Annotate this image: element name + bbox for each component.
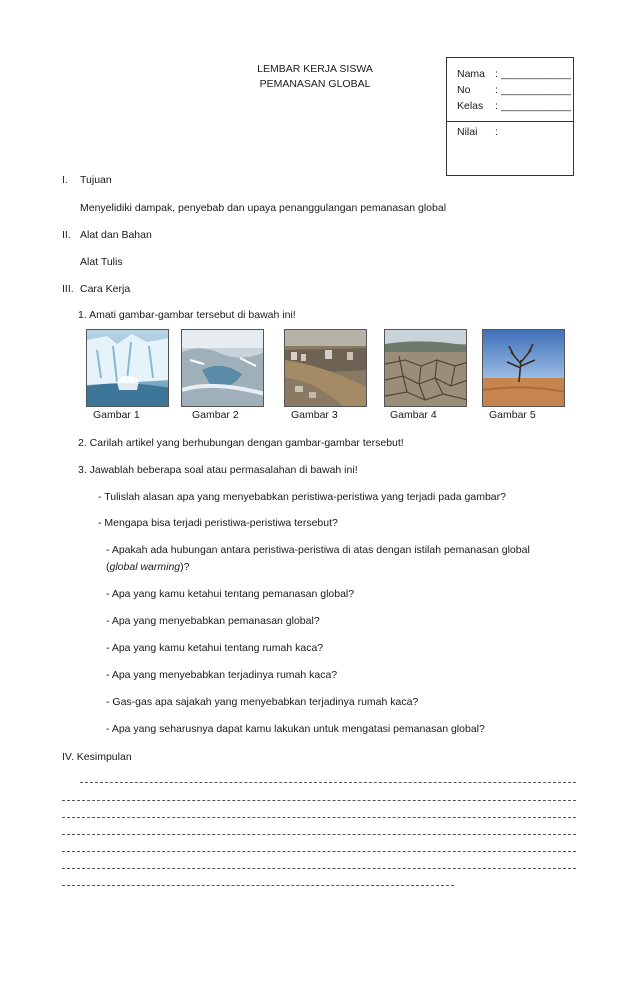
score-row <box>457 126 498 138</box>
section-2-number: II. <box>62 229 71 241</box>
step-3: 3. Jawablah beberapa soal atau permasalahan di bawah ini! <box>78 464 358 476</box>
answer-line[interactable] <box>62 817 576 824</box>
question-3-line-2 <box>106 561 189 573</box>
flooded-city-photo <box>284 329 367 407</box>
identity-box <box>446 57 574 176</box>
name-row[interactable] <box>457 68 571 80</box>
question-3-line-1: - Apakah ada hubungan antara peristiwa-peristiwa di atas dengan istilah pemanasan global <box>106 544 530 556</box>
section-4-title: IV. Kesimpulan <box>62 751 132 763</box>
question-7: - Apa yang menyebabkan terjadinya rumah kaca? <box>106 669 338 681</box>
caption-image-1: Gambar 1 <box>93 409 140 421</box>
caption-image-3: Gambar 3 <box>291 409 338 421</box>
question-3-open: ( <box>106 561 110 573</box>
question-3-term: global warming <box>109 561 181 573</box>
box-divider <box>447 121 573 122</box>
caption-image-2: Gambar 2 <box>192 409 239 421</box>
name-blank[interactable]: : ____________ <box>495 68 571 80</box>
section-1-number: I. <box>62 174 68 186</box>
section-3-number: III. <box>62 283 74 295</box>
number-blank[interactable]: : ____________ <box>495 84 571 96</box>
score-label: Nilai <box>457 126 478 138</box>
section-2-title: Alat dan Bahan <box>80 229 152 241</box>
question-4: - Apa yang kamu ketahui tentang pemanasan global? <box>106 588 355 600</box>
section-1-title: Tujuan <box>80 174 112 186</box>
class-label: Kelas <box>457 100 484 112</box>
question-3-close: )? <box>180 561 190 573</box>
name-label: Nama <box>457 68 486 80</box>
step-1: 1. Amati gambar-gambar tersebut di bawah ini! <box>78 309 296 321</box>
class-row[interactable] <box>457 100 571 112</box>
answer-line[interactable] <box>62 834 576 841</box>
section-1-text: Menyelidiki dampak, penyebab dan upaya penanggulangan pemanasan global <box>80 202 447 214</box>
glacier-collapse-photo <box>86 329 169 407</box>
worksheet-title: LEMBAR KERJA SISWA <box>257 63 373 75</box>
answer-line[interactable] <box>62 851 576 858</box>
caption-image-4: Gambar 4 <box>390 409 437 421</box>
section-3-title: Cara Kerja <box>80 283 131 295</box>
step-2: 2. Carilah artikel yang berhubungan dengan gambar-gambar tersebut! <box>78 437 404 449</box>
section-2-text: Alat Tulis <box>80 256 123 268</box>
question-6: - Apa yang kamu ketahui tentang rumah kaca? <box>106 642 324 654</box>
caption-image-5: Gambar 5 <box>489 409 536 421</box>
question-8: - Gas-gas apa sajakah yang menyebabkan terjadinya rumah kaca? <box>106 696 419 708</box>
worksheet-subtitle: PEMANASAN GLOBAL <box>259 78 371 90</box>
question-5: - Apa yang menyebabkan pemanasan global? <box>106 615 320 627</box>
number-row[interactable] <box>457 84 571 96</box>
question-2: - Mengapa bisa terjadi peristiwa-peristiwa tersebut? <box>98 517 338 529</box>
score-colon: : <box>495 126 498 138</box>
number-label: No <box>457 84 471 96</box>
melting-ice-photo <box>181 329 264 407</box>
cracked-dry-earth-photo <box>384 329 467 407</box>
drought-tree-photo <box>482 329 565 407</box>
question-9: - Apa yang seharusnya dapat kamu lakukan untuk mengatasi pemanasan global? <box>106 723 485 735</box>
answer-line[interactable] <box>80 782 576 789</box>
question-1: - Tulislah alasan apa yang menyebabkan peristiwa-peristiwa yang terjadi pada gambar? <box>98 491 506 503</box>
answer-line[interactable] <box>62 868 576 875</box>
answer-line[interactable] <box>62 800 576 807</box>
class-blank[interactable]: : ____________ <box>495 100 571 112</box>
answer-line[interactable] <box>62 885 454 892</box>
